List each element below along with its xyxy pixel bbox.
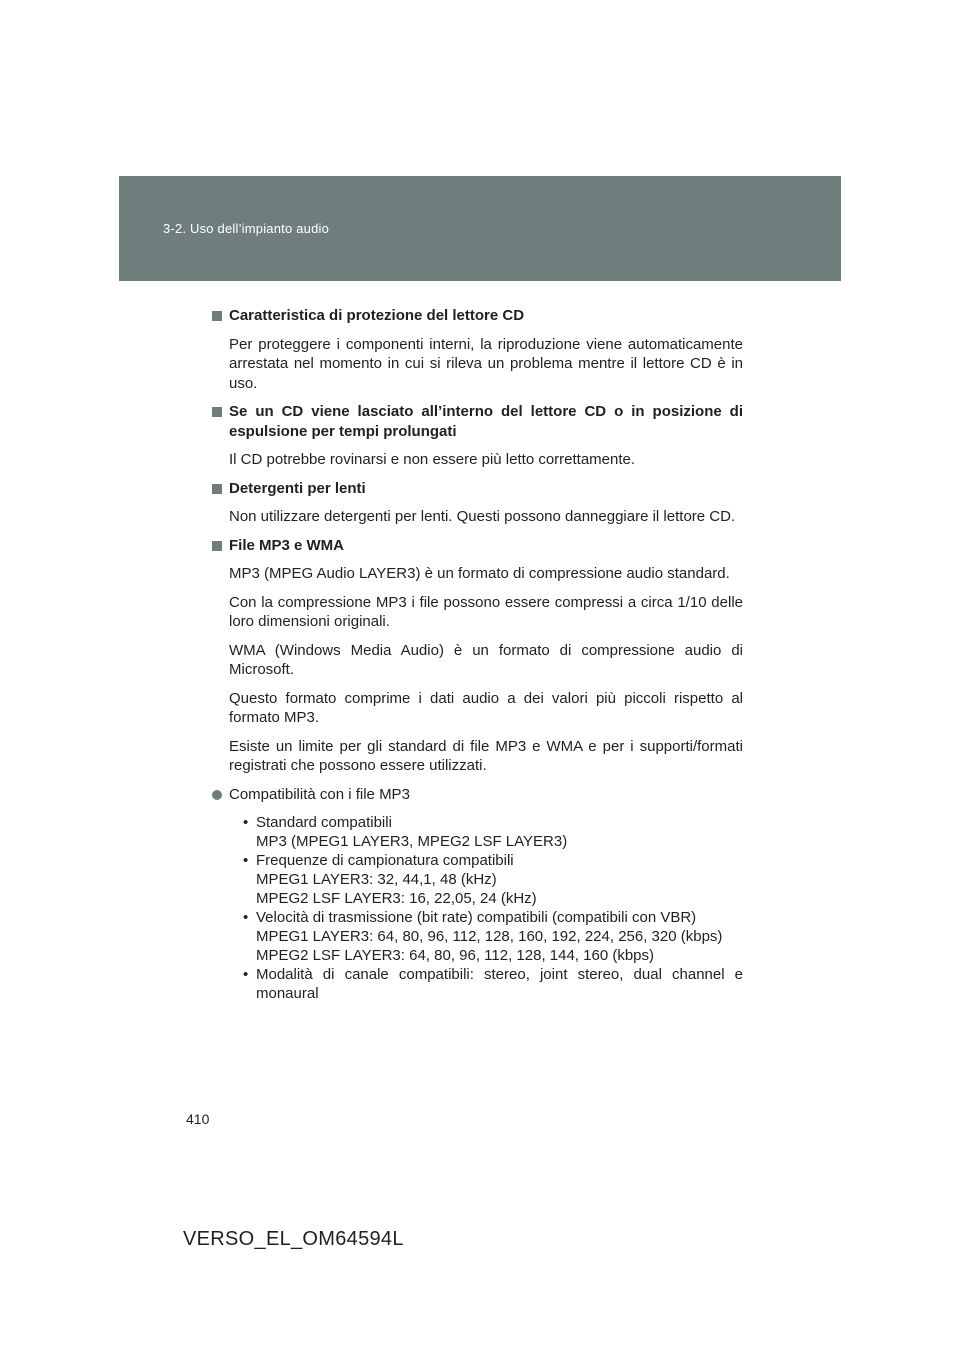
paragraph: Per proteggere i componenti interni, la riproduzione viene automaticamente arrestata nel momento in cui si rileva un problema mentre il lettore CD è in uso. bbox=[229, 335, 743, 392]
page-number: 410 bbox=[186, 1111, 210, 1127]
square-bullet-icon bbox=[212, 311, 222, 321]
compatibility-list bbox=[243, 813, 743, 1003]
list-item: • Frequenze di campionatura compatibili MPEG1 LAYER3: 32, 44,1, 48 (kHz) MPEG2 LSF LAYER3: 16, 22,05, 24 (kHz) bbox=[243, 852, 537, 907]
subsection-title: Compatibilità con i file MP3 bbox=[212, 785, 743, 805]
circle-bullet-icon bbox=[212, 790, 222, 800]
paragraph: Questo formato comprime i dati audio a dei valori più piccoli rispetto al formato MP3. bbox=[229, 689, 743, 726]
page-content bbox=[212, 306, 743, 1003]
document-code: VERSO_EL_OM64594L bbox=[183, 1228, 404, 1250]
bullet-dot-icon: • bbox=[243, 852, 249, 869]
heading-cd-protection: Caratteristica di protezione del lettore CD bbox=[212, 306, 743, 326]
list-item: • Modalità di canale compatibili: stereo, joint stereo, dual channel e monaural bbox=[243, 966, 743, 1002]
paragraph: Non utilizzare detergenti per lenti. Questi possono danneggiare il lettore CD. bbox=[229, 508, 736, 525]
list-item: • Standard compatibili MP3 (MPEG1 LAYER3, MPEG2 LSF LAYER3) bbox=[243, 814, 568, 850]
paragraph: WMA (Windows Media Audio) è un formato di compressione audio di Microsoft. bbox=[229, 641, 743, 678]
square-bullet-icon bbox=[212, 541, 222, 551]
section-title: 3-2. Uso dell’impianto audio bbox=[163, 221, 330, 236]
square-bullet-icon bbox=[212, 407, 222, 417]
paragraph: MP3 (MPEG Audio LAYER3) è un formato di compressione audio standard. bbox=[229, 565, 730, 582]
page-header bbox=[119, 176, 841, 281]
bullet-dot-icon: • bbox=[243, 966, 249, 983]
paragraph: Esiste un limite per gli standard di file MP3 e WMA e per i supporti/formati registrati che possono essere utilizzati. bbox=[229, 737, 743, 774]
bullet-dot-icon: • bbox=[243, 814, 249, 831]
square-bullet-icon bbox=[212, 484, 222, 494]
paragraph: Con la compressione MP3 i file possono essere compressi a circa 1/10 delle loro dimensioni originali. bbox=[229, 593, 743, 630]
bullet-dot-icon: • bbox=[243, 909, 249, 926]
list-item: • Velocità di trasmissione (bit rate) compatibili (compatibili con VBR) MPEG1 LAYER3: 64, 80, 96, 112, 128, 160, 192, 224, 256, 320 (kbps) MPEG2 LSF LAYER3: 64, 80, 96, 112, 128, 144, 160 (kbps) bbox=[243, 909, 723, 964]
paragraph: Il CD potrebbe rovinarsi e non essere più letto correttamente. bbox=[229, 451, 636, 468]
heading-lens-cleaners: Detergenti per lenti bbox=[212, 479, 743, 499]
heading-cd-left-inside: Se un CD viene lasciato all’interno del lettore CD o in posizione di espulsione per tempi prolungati bbox=[212, 402, 743, 441]
heading-mp3-wma: File MP3 e WMA bbox=[212, 536, 743, 556]
